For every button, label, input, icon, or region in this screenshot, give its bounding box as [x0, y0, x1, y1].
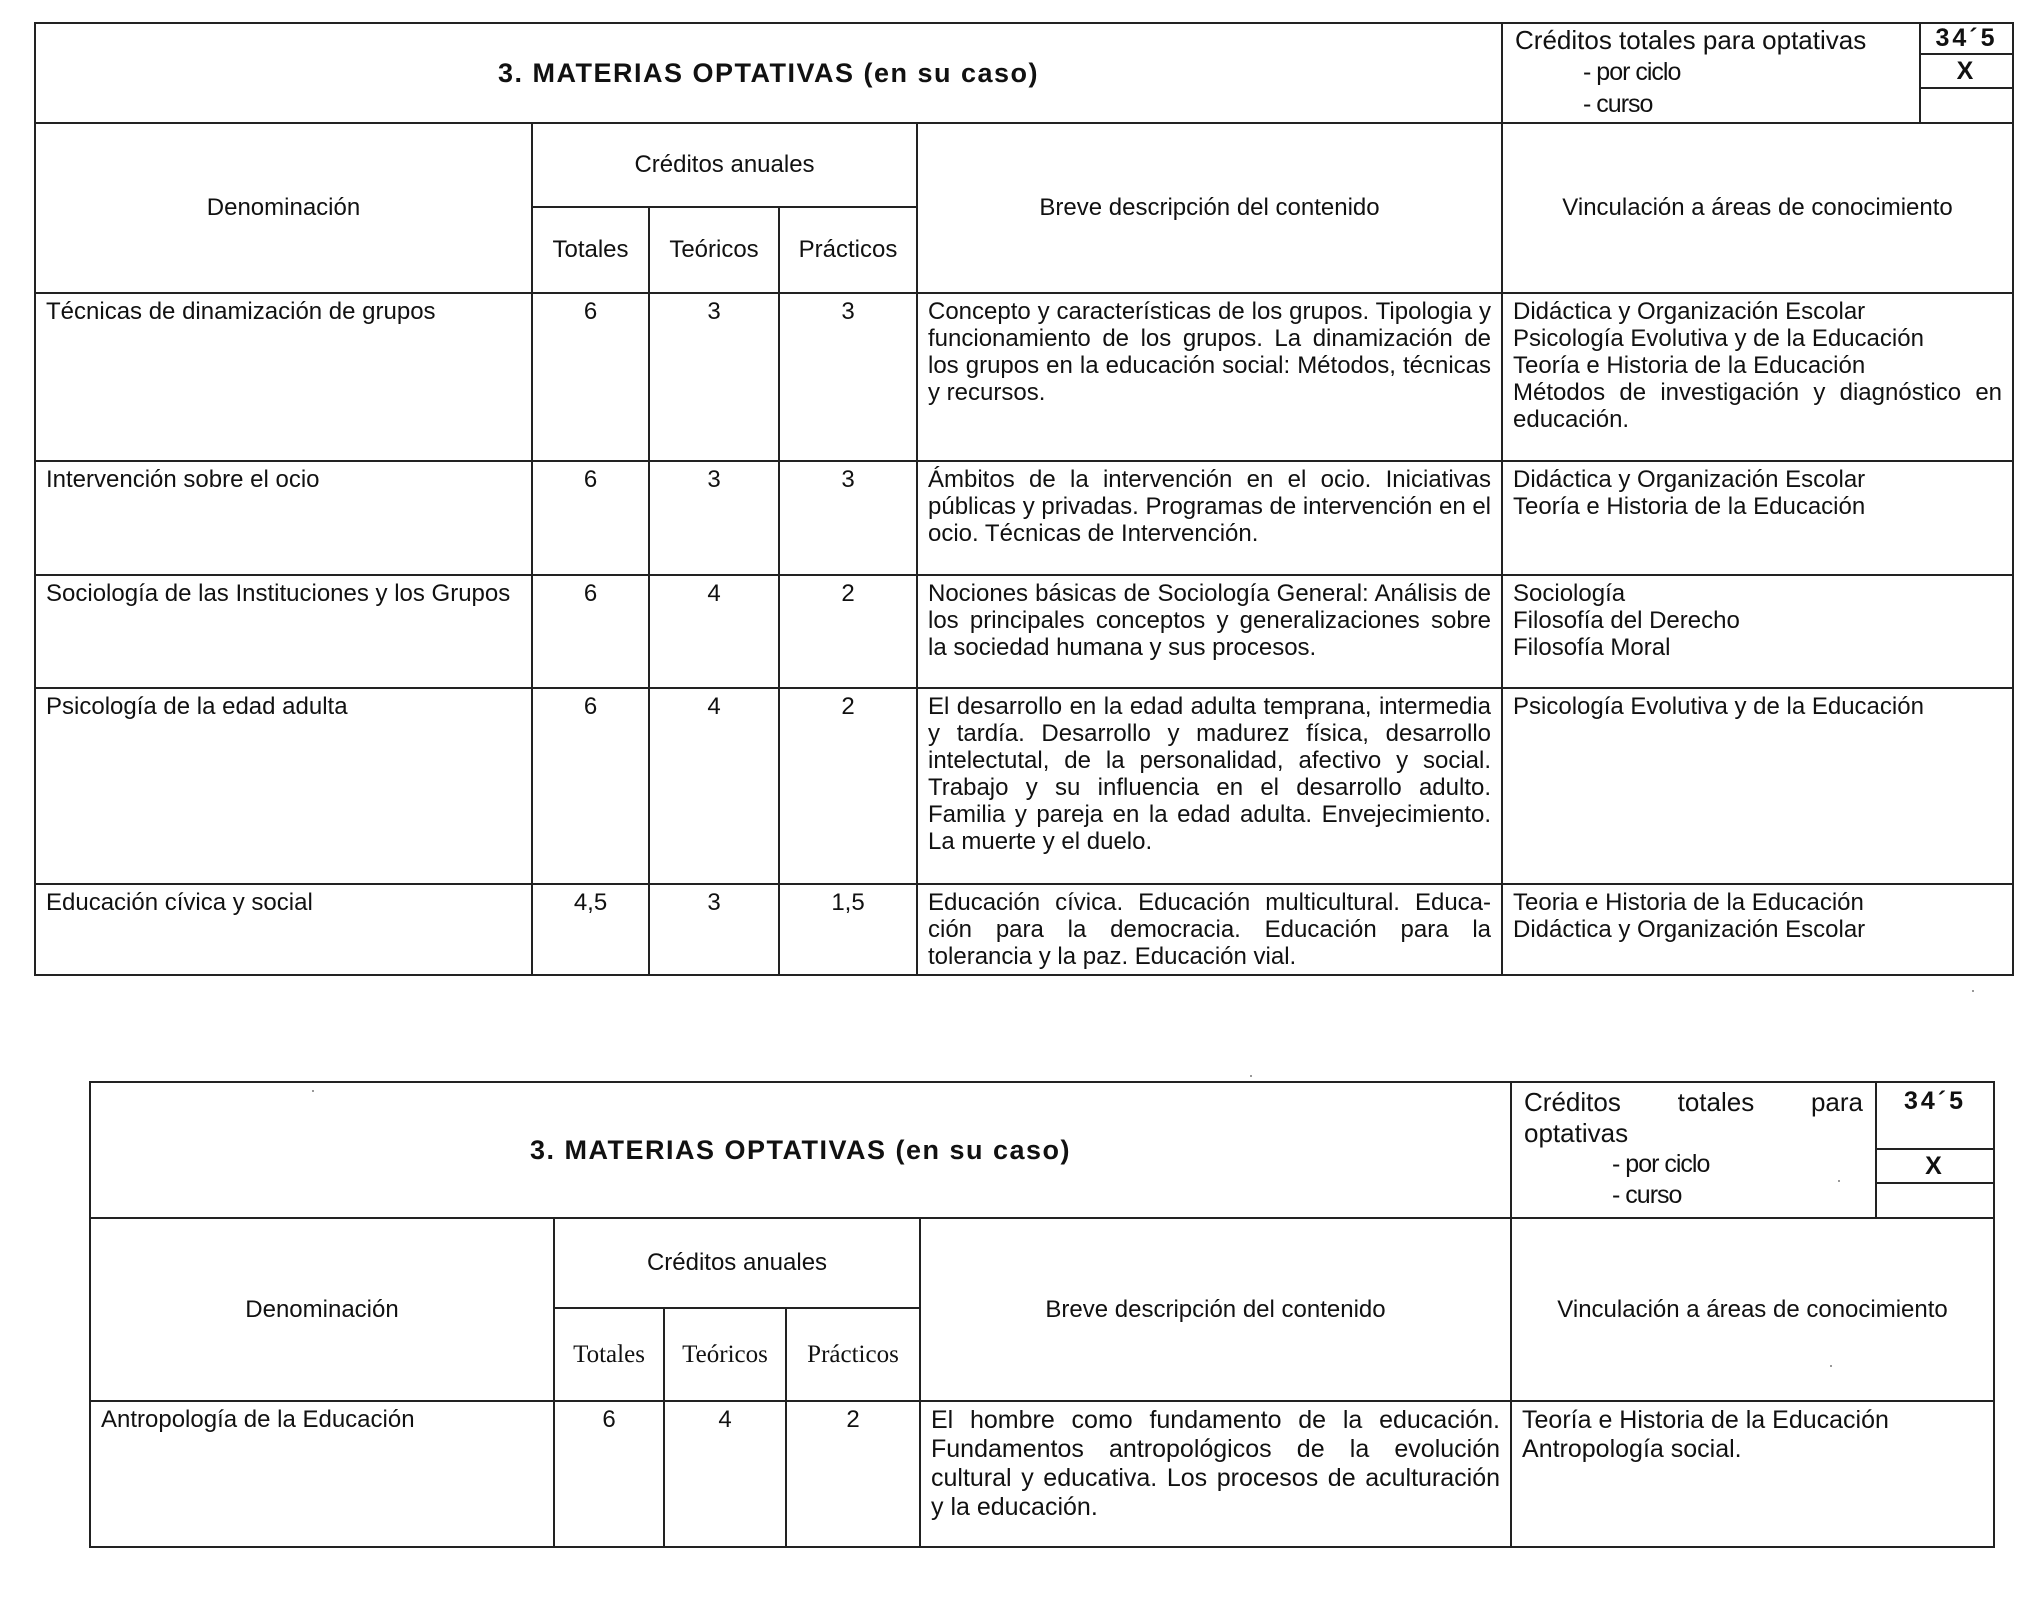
credits-label-box — [1511, 1082, 1876, 1218]
credits-totales: 6 — [554, 1401, 664, 1547]
credits-practicos: 2 — [779, 575, 917, 688]
subject-description: El hombre como fundamento de la educación. Fundamentos antropológicos de la evolución cultural y educativa. Los procesos de aculturación y la educación. — [920, 1401, 1511, 1547]
header-totales: Totales — [532, 207, 649, 293]
area-item: Métodos de investigación y diagnóstico en educación. — [1513, 379, 2003, 433]
credits-totales: 6 — [532, 575, 649, 688]
subject-name: Sociología de las Instituciones y los Grupos — [35, 575, 532, 688]
credits-label-box — [1502, 23, 1920, 123]
scan-speck — [1830, 1365, 1832, 1367]
knowledge-areas — [1511, 1401, 1994, 1547]
header-descripcion: Breve descripción del contenido — [920, 1218, 1511, 1401]
credits-totales: 6 — [532, 461, 649, 575]
credits-values-box — [1920, 23, 2013, 123]
credits-practicos: 3 — [779, 461, 917, 575]
header-denominacion: Denominación — [90, 1218, 554, 1401]
credits-teoricos: 4 — [664, 1401, 786, 1547]
area-item: Psicología Evolutiva y de la Educación — [1513, 693, 1924, 720]
credits-totales: 6 — [532, 688, 649, 884]
course-value — [1921, 88, 2012, 121]
subject-description: Ámbitos de la intervención en el ocio. Iniciativas públicas y privadas. Programas de intervención en el ocio. Técnicas de Intervención. — [917, 461, 1502, 575]
credits-totales: 6 — [532, 293, 649, 461]
table-row — [35, 884, 2013, 975]
credits-total-label: Créditos totales para optativas — [1524, 1087, 1864, 1148]
credits-totales: 4,5 — [532, 884, 649, 975]
area-item: Didáctica y Organización Escolar — [1513, 466, 1866, 493]
subject-description: Nociones básicas de Sociología General: Análisis de los principales conceptos y generalizaciones sobre la sociedad humana y sus procesos. — [917, 575, 1502, 688]
header-creditos-anuales: Créditos anuales — [554, 1218, 920, 1308]
area-item: Didáctica y Organización Escolar — [1513, 298, 1866, 325]
header-practicos: Prácticos — [779, 207, 917, 293]
subject-description: El desarrollo en la edad adulta temprana, intermedia y tardía. Desarrollo y madurez física, desarrollo intelectutal, de la personalidad, afectivo y social. Trabajo y su influencia en el desarrollo adulto. Familia y pareja en la edad adulta. Envejecimiento. La muerte y el duelo. — [917, 688, 1502, 884]
header-vinculacion: Vinculación a áreas de conocimiento — [1511, 1218, 1994, 1401]
area-item: Teoria e Historia de la Educación — [1513, 889, 1864, 916]
per-cycle-value: X — [1877, 1149, 1993, 1183]
table-row — [35, 575, 2013, 688]
table-row — [90, 1401, 1994, 1547]
knowledge-areas — [1502, 461, 2013, 575]
knowledge-areas — [1502, 575, 2013, 688]
subject-name: Antropología de la Educación — [90, 1401, 554, 1547]
header-descripcion: Breve descripción del contenido — [917, 123, 1502, 293]
credits-total-label: Créditos totales para optativas — [1515, 25, 1867, 55]
header-practicos: Prácticos — [786, 1308, 920, 1401]
course-label: - curso — [1583, 90, 1653, 118]
area-item: Filosofía del Derecho — [1513, 607, 1740, 634]
course-label: - curso — [1612, 1181, 1682, 1209]
credits-total-value: 34´5 — [1877, 1083, 1993, 1149]
table-row — [35, 293, 2013, 461]
scan-speck — [1972, 990, 1974, 992]
per-cycle-label: - por ciclo — [1583, 58, 1681, 86]
area-item: Teoría e Historia de la Educación — [1522, 1406, 1889, 1434]
credits-practicos: 2 — [786, 1401, 920, 1547]
section-title: 3. MATERIAS OPTATIVAS (en su caso) — [90, 1082, 1511, 1218]
credits-teoricos: 4 — [649, 688, 779, 884]
header-teoricos: Teóricos — [649, 207, 779, 293]
credits-teoricos: 4 — [649, 575, 779, 688]
scan-speck — [312, 1090, 314, 1092]
credits-teoricos: 3 — [649, 461, 779, 575]
credits-teoricos: 3 — [649, 293, 779, 461]
subject-description: Concepto y características de los grupos. Tipologia y funcionamiento de los grupos. La dinamización de los grupos en la educación social: Métodos, técnicas y recursos. — [917, 293, 1502, 461]
area-item: Didáctica y Organización Escolar — [1513, 916, 1866, 943]
subject-name: Educación cívica y social — [35, 884, 532, 975]
knowledge-areas — [1502, 688, 2013, 884]
course-value — [1877, 1183, 1993, 1215]
scan-speck — [1838, 1180, 1840, 1182]
area-item: Filosofía Moral — [1513, 634, 1671, 661]
header-creditos-anuales: Créditos anuales — [532, 123, 917, 207]
subject-name: Psicología de la edad adulta — [35, 688, 532, 884]
subject-name: Intervención sobre el ocio — [35, 461, 532, 575]
subject-description: Educación cívica. Educación multicultural. Educa-ción para la democracia. Educación para la tolerancia y la paz. Educación vial. — [917, 884, 1502, 975]
area-item: Psicología Evolutiva y de la Educación — [1513, 325, 1924, 352]
section-title: 3. MATERIAS OPTATIVAS (en su caso) — [35, 23, 1502, 123]
knowledge-areas — [1502, 293, 2013, 461]
credits-practicos: 2 — [779, 688, 917, 884]
per-cycle-value: X — [1921, 54, 2012, 88]
area-item: Sociología — [1513, 580, 1626, 607]
credits-practicos: 3 — [779, 293, 917, 461]
area-item: Teoría e Historia de la Educación — [1513, 352, 1866, 379]
credits-practicos: 1,5 — [779, 884, 917, 975]
area-item: Antropología social. — [1522, 1435, 1742, 1463]
table-row — [35, 688, 2013, 884]
subject-name: Técnicas de dinamización de grupos — [35, 293, 532, 461]
header-totales: Totales — [554, 1308, 664, 1401]
credits-teoricos: 3 — [649, 884, 779, 975]
credits-total-value: 34´5 — [1921, 24, 2012, 54]
header-denominacion: Denominación — [35, 123, 532, 293]
table-row — [35, 461, 2013, 575]
optional-subjects-table-2 — [89, 1081, 1995, 1548]
knowledge-areas — [1502, 884, 2013, 975]
per-cycle-label: - por ciclo — [1612, 1150, 1710, 1178]
scan-speck — [1250, 1075, 1252, 1077]
header-vinculacion: Vinculación a áreas de conocimiento — [1502, 123, 2013, 293]
optional-subjects-table-1 — [34, 22, 2014, 976]
credits-values-box — [1876, 1082, 1994, 1218]
area-item: Teoría e Historia de la Educación — [1513, 493, 1866, 520]
header-teoricos: Teóricos — [664, 1308, 786, 1401]
